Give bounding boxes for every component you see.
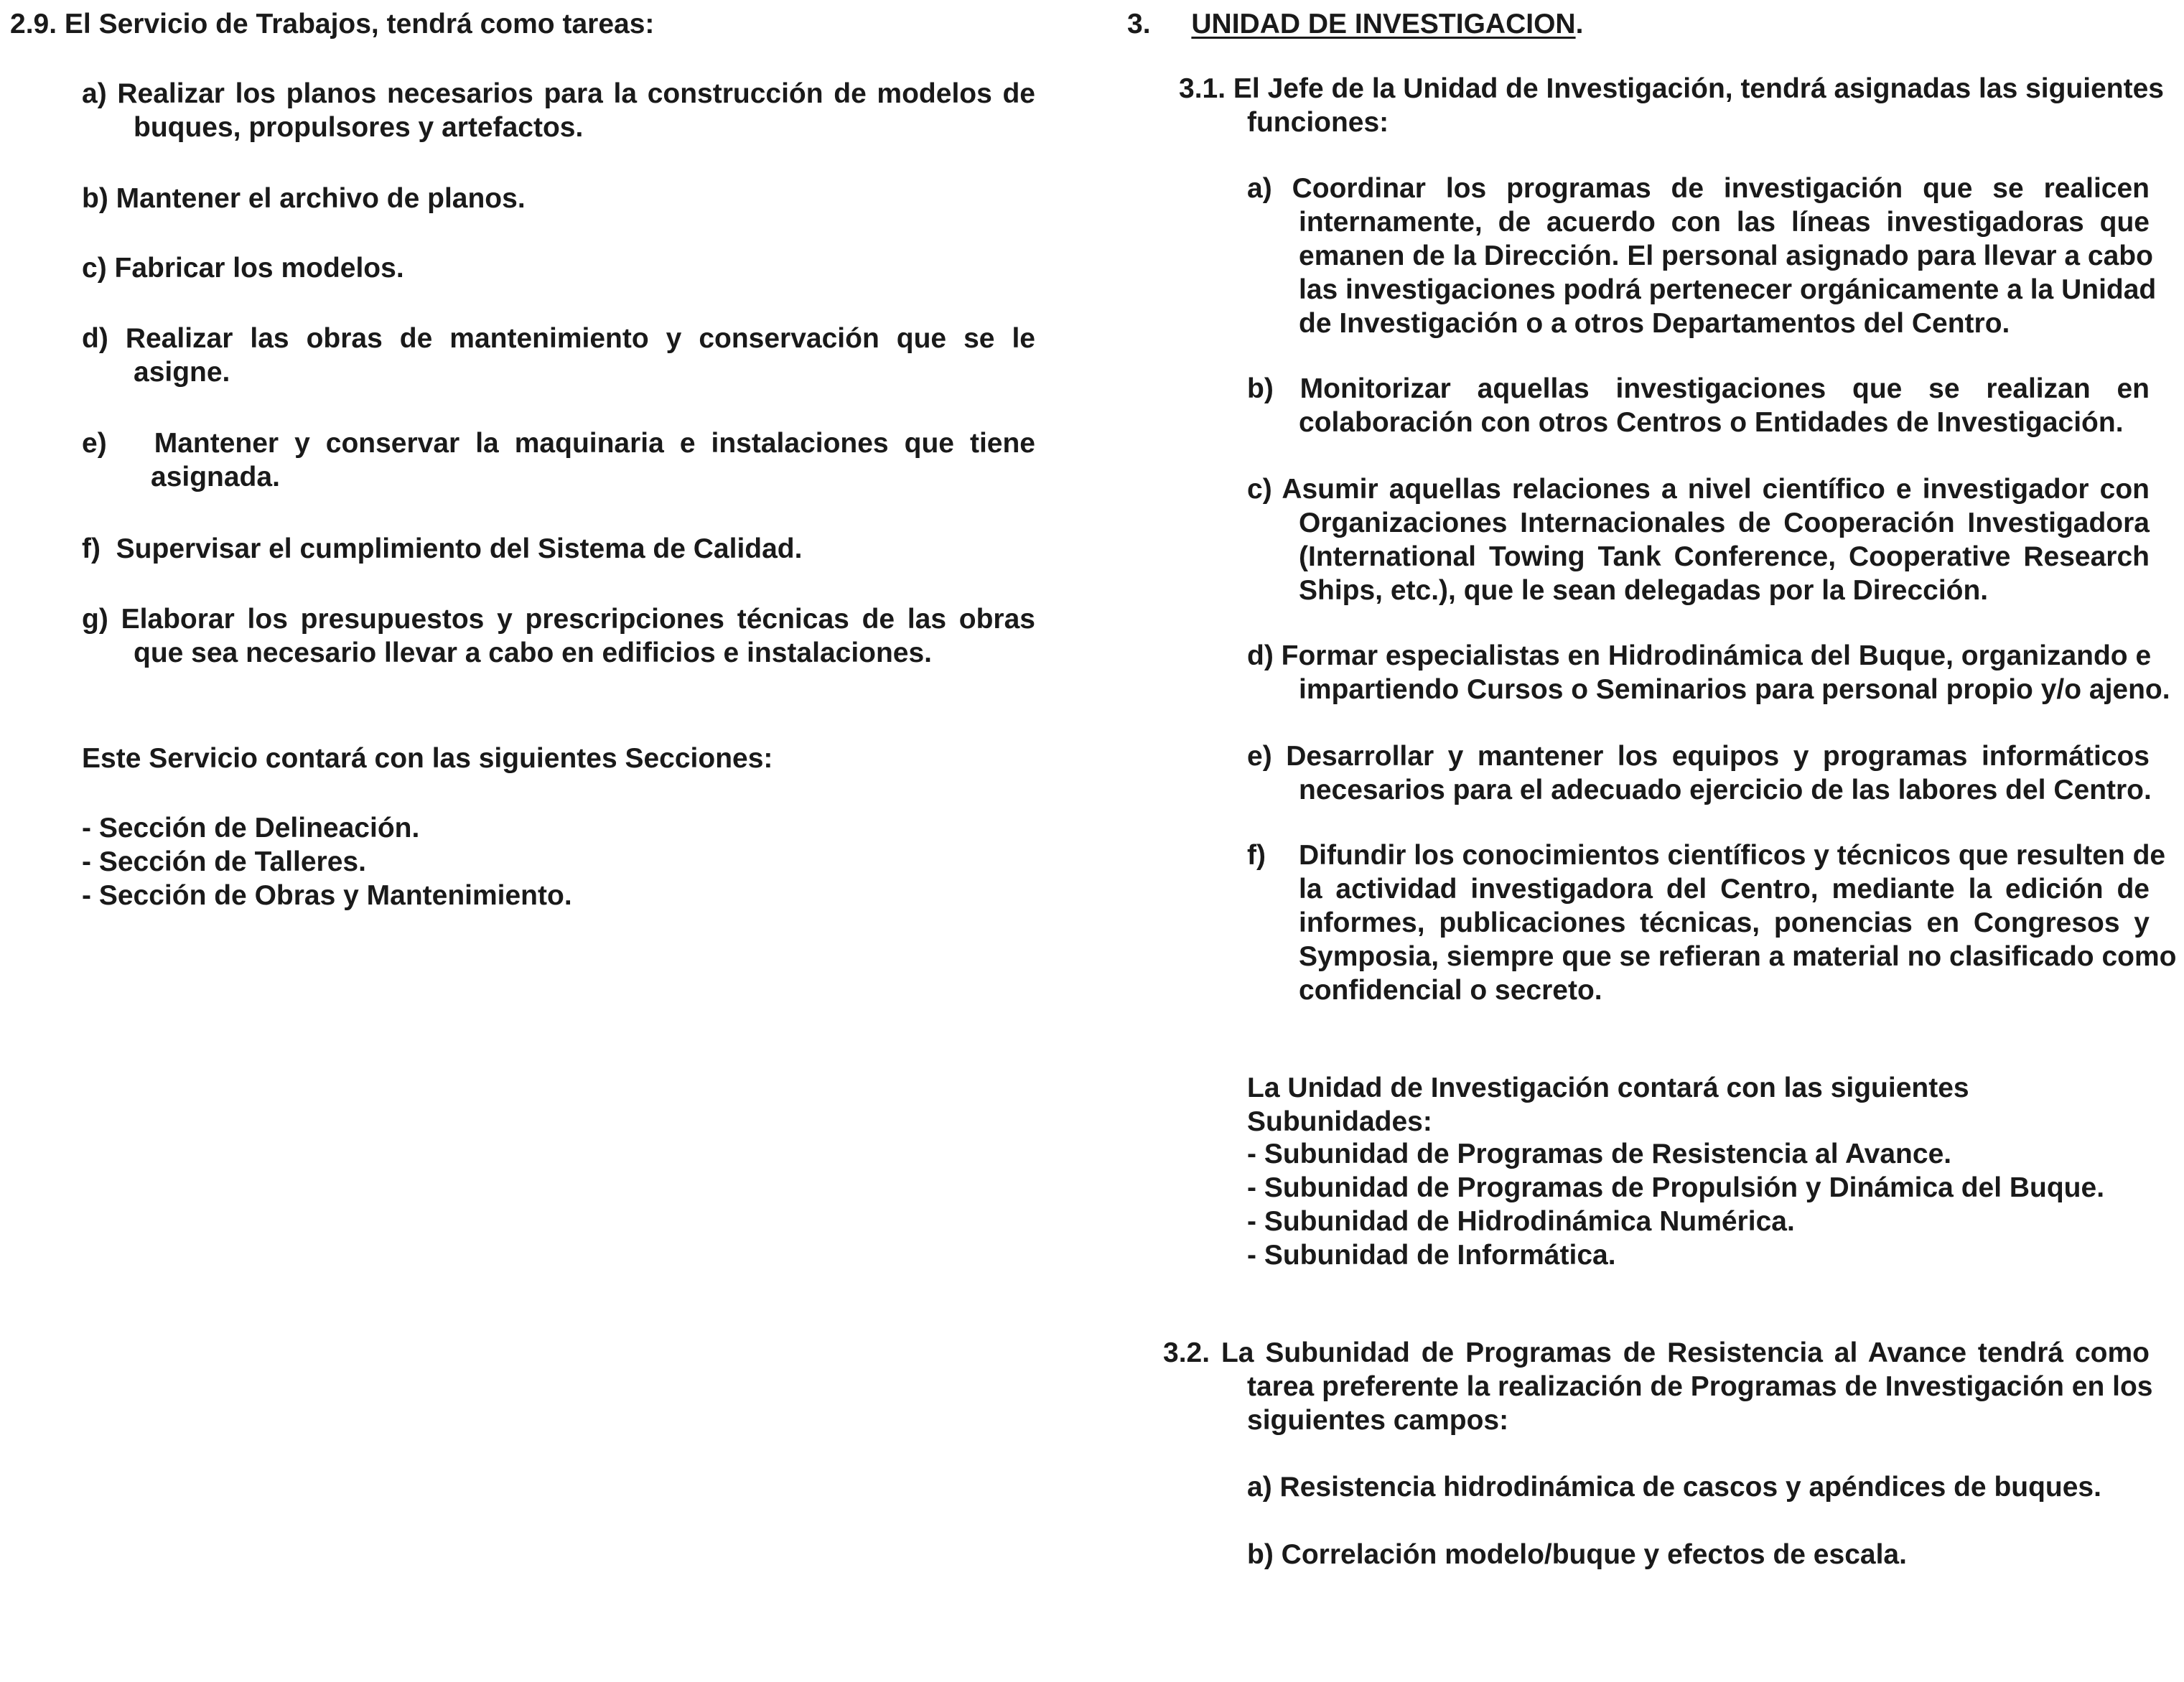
item-text-line: asignada. (151, 462, 280, 492)
section-number: 3.2. (1163, 1337, 1210, 1368)
section-title: UNIDAD DE INVESTIGACION (1191, 9, 1576, 39)
left-item-e (82, 426, 1035, 494)
item-label: d) (82, 323, 108, 354)
right-item-c (1247, 472, 2150, 607)
right-item-e (1247, 739, 2150, 807)
item-text-line: emanen de la Dirección. El personal asignado para llevar a cabo (1299, 240, 2153, 271)
item-label: f) (82, 533, 101, 564)
item-label: b) (82, 183, 108, 214)
item-text-line: Difundir los conocimientos científicos y técnicos que resulten de (1299, 840, 2166, 871)
item-text-line: las investigaciones podrá pertenecer orgánicamente a la Unidad (1299, 274, 2157, 305)
item-text-line: Elaborar los presupuestos y prescripciones técnicas de las obras (121, 604, 1035, 635)
list-item: - Sección de Obras y Mantenimiento. (82, 880, 572, 911)
section-title-period: . (1575, 9, 1584, 39)
left-item-b (82, 182, 1035, 215)
item-label: c) (82, 253, 107, 284)
item-text-line: Resistencia hidrodinámica de cascos y apéndices de buques. (1279, 1472, 2101, 1503)
item-label: a) (82, 78, 107, 109)
s32-item-a (1247, 1470, 2150, 1504)
s32-item-b (1247, 1538, 2150, 1571)
item-text-line: internamente, de acuerdo con las líneas investigadoras que (1299, 207, 2150, 238)
section-text-line: El Jefe de la Unidad de Investigación, tendrá asignadas las siguientes (1233, 73, 2164, 104)
item-label: e) (1247, 741, 1272, 772)
section-number: 3.1. (1179, 73, 1226, 104)
section-text-line: siguientes campos: (1247, 1405, 1509, 1436)
right-item-f (1247, 838, 2177, 1007)
item-text-line: confidencial o secreto. (1299, 975, 1602, 1006)
item-text-line: la actividad investigadora del Centro, mediante la edición de (1299, 874, 2150, 905)
item-text-line: necesarios para el adecuado ejercicio de las labores del Centro. (1299, 775, 2152, 805)
item-text-line: Coordinar los programas de investigación que se realicen (1292, 173, 2150, 204)
item-text-line: Supervisar el cumplimiento del Sistema de Calidad. (116, 533, 803, 564)
section-text-line: La Subunidad de Programas de Resistencia al Avance tendrá como (1221, 1337, 2150, 1368)
subunits-list (1247, 1137, 2150, 1272)
item-text-line: Fabricar los modelos. (114, 253, 404, 284)
item-text-line: Ships, etc.), que le sean delegadas por la Dirección. (1299, 575, 1989, 606)
item-text-line: colaboración con otros Centros o Entidades de Investigación. (1299, 407, 2124, 438)
left-item-f (82, 532, 1035, 566)
item-text-line: Realizar las obras de mantenimiento y conservación que se le (125, 323, 1035, 354)
list-item: - Subunidad de Hidrodinámica Numérica. (1247, 1206, 1795, 1237)
item-text-line: Monitorizar aquellas investigaciones que se realizan en (1299, 373, 2150, 404)
item-label: g) (82, 604, 108, 635)
section-3-1 (1179, 72, 2164, 139)
item-label: b) (1247, 373, 1274, 404)
item-text-line: informes, publicaciones técnicas, ponencias en Congresos y (1299, 907, 2150, 938)
item-text-line: Mantener y conservar la maquinaria e instalaciones que tiene (154, 428, 1035, 459)
section-3-2 (1163, 1336, 2153, 1437)
item-text-line: Mantener el archivo de planos. (116, 183, 526, 214)
section-2-9-heading (10, 7, 1044, 41)
section-text: El Servicio de Trabajos, tendrá como tareas: (64, 9, 655, 39)
item-label: e) (82, 428, 107, 459)
right-item-b (1247, 372, 2150, 439)
section-text-line: funciones: (1247, 107, 1389, 138)
left-item-g (82, 602, 1035, 670)
section-3-heading (1127, 7, 2154, 41)
item-text-line: Symposia, siempre que se refieran a material no clasificado como (1299, 941, 2177, 972)
section-text-line: tarea preferente la realización de Programas de Investigación en los (1247, 1371, 2153, 1402)
sections-intro: Este Servicio contará con las siguientes Secciones: (82, 743, 773, 774)
item-text-line: (International Towing Tank Conference, Cooperative Research (1299, 541, 2150, 572)
item-text-line: Correlación modelo/buque y efectos de escala. (1281, 1539, 1907, 1570)
left-item-d (82, 322, 1035, 389)
item-label: d) (1247, 640, 1274, 671)
item-text-line: Desarrollar y mantener los equipos y programas informáticos (1286, 741, 2150, 772)
item-text-line: buques, propulsores y artefactos. (134, 112, 584, 143)
item-text-line: asigne. (134, 357, 230, 388)
list-item: - Subunidad de Programas de Propulsión y Dinámica del Buque. (1247, 1172, 2105, 1203)
item-label: a) (1247, 1472, 1272, 1503)
item-label: f) (1247, 840, 1266, 871)
subunits-intro: La Unidad de Investigación contará con las siguientes Subunidades: (1247, 1073, 1969, 1137)
item-label: a) (1247, 173, 1272, 204)
item-label: b) (1247, 1539, 1274, 1570)
item-text-line: impartiendo Cursos o Seminarios para personal propio y/o ajeno. (1299, 674, 2170, 705)
list-item: - Sección de Delineación. (82, 813, 420, 844)
section-number: 2.9. (10, 9, 57, 39)
list-item: - Subunidad de Informática. (1247, 1240, 1616, 1271)
section-number: 3. (1127, 9, 1151, 39)
right-item-a (1247, 172, 2157, 340)
left-item-a (82, 77, 1035, 144)
item-text-line: que sea necesario llevar a cabo en edificios e instalaciones. (134, 637, 933, 668)
item-label: c) (1247, 474, 1272, 505)
item-text-line: Asumir aquellas relaciones a nivel científico e investigador con (1282, 474, 2150, 505)
item-text-line: de Investigación o a otros Departamentos del Centro. (1299, 308, 2010, 339)
right-item-d (1247, 639, 2170, 706)
item-text-line: Formar especialistas en Hidrodinámica del Buque, organizando e (1281, 640, 2152, 671)
left-item-c (82, 251, 1035, 285)
list-item: - Subunidad de Programas de Resistencia al Avance. (1247, 1139, 1952, 1169)
item-text-line: Realizar los planos necesarios para la construcción de modelos de (117, 78, 1035, 109)
item-text-line: Organizaciones Internacionales de Cooperación Investigadora (1299, 508, 2150, 538)
list-item: - Sección de Talleres. (82, 846, 366, 877)
sections-list (82, 811, 1035, 912)
